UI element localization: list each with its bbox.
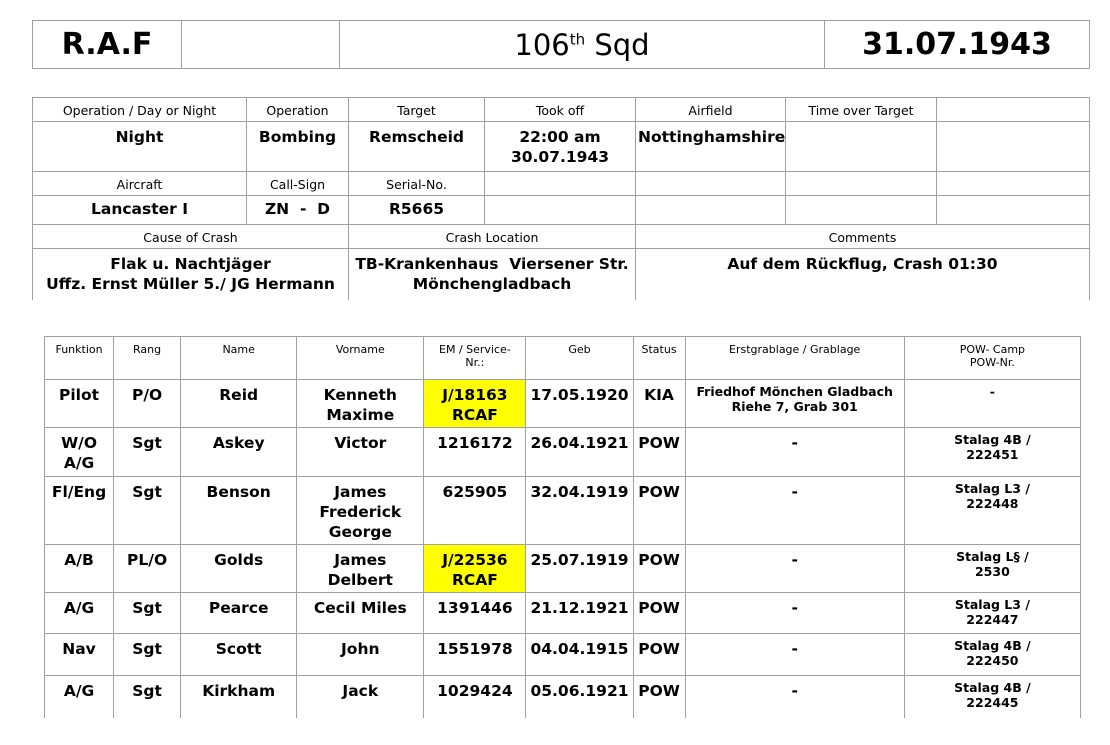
squadron-title xyxy=(340,21,825,69)
took-off-date: 30.07.1943 xyxy=(510,148,610,166)
col-pow-camp-line1: POW- Camp xyxy=(959,343,1026,356)
cell-service-nr: 1551978 xyxy=(424,634,526,676)
empty-cell xyxy=(636,172,786,196)
cell-pow-camp: Stalag 4B / 222450 xyxy=(904,634,1080,676)
cell-grablage: - xyxy=(685,477,904,545)
cell-service-nr: 1391446 xyxy=(424,593,526,634)
table-row xyxy=(45,634,1081,676)
header-blank-cell xyxy=(182,21,340,69)
cell-service-nr: 1029424 xyxy=(424,676,526,718)
cell-rang: Sgt xyxy=(114,428,181,477)
cell-name: Benson xyxy=(181,477,297,545)
cell-status: POW xyxy=(633,634,685,676)
label-call-sign: Call-Sign xyxy=(247,172,349,196)
cell-funktion: Pilot xyxy=(45,380,114,428)
value-operation: Bombing xyxy=(247,122,349,172)
squadron-suffix: Sqd xyxy=(585,27,650,62)
value-took-off xyxy=(485,122,636,172)
cell-grablage: - xyxy=(685,545,904,593)
cell-grablage: Friedhof Mönchen Gladbach Riehe 7, Grab 301 xyxy=(685,380,904,428)
table-row xyxy=(45,545,1081,593)
col-grablage: Erstgrablage / Grablage xyxy=(685,337,904,380)
table-row xyxy=(45,428,1081,477)
empty-cell xyxy=(937,196,1090,225)
cell-rang: P/O xyxy=(114,380,181,428)
mission-info-table xyxy=(32,97,1090,300)
value-cause-of-crash xyxy=(33,249,349,301)
value-call-sign: ZN - D xyxy=(247,196,349,225)
cell-service-nr: 625905 xyxy=(424,477,526,545)
cell-service-nr: J/18163 RCAF xyxy=(424,380,526,428)
label-cause-of-crash: Cause of Crash xyxy=(33,225,349,249)
table-row xyxy=(45,380,1081,428)
cell-status: POW xyxy=(633,593,685,634)
cell-vorname: Cecil Miles xyxy=(297,593,424,634)
cell-funktion: Nav xyxy=(45,634,114,676)
empty-cell xyxy=(636,196,786,225)
col-geb: Geb xyxy=(526,337,633,380)
header-date: 31.07.1943 xyxy=(825,21,1090,69)
empty-cell xyxy=(485,196,636,225)
cell-status: POW xyxy=(633,477,685,545)
cell-pow-camp: - xyxy=(904,380,1080,428)
value-extra xyxy=(937,122,1090,172)
cause-line-1: Flak u. Nachtjäger xyxy=(110,255,271,273)
col-status: Status xyxy=(633,337,685,380)
cell-pow-camp: Stalag 4B / 222451 xyxy=(904,428,1080,477)
label-comments: Comments xyxy=(636,225,1090,249)
col-rang: Rang xyxy=(114,337,181,380)
cell-name: Golds xyxy=(181,545,297,593)
label-target: Target xyxy=(349,98,485,122)
cell-funktion: Fl/Eng xyxy=(45,477,114,545)
table-row xyxy=(45,593,1081,634)
cell-funktion: W/O A/G xyxy=(45,428,114,477)
label-airfield: Airfield xyxy=(636,98,786,122)
value-airfield: Nottinghamshire xyxy=(636,122,786,172)
cell-name: Askey xyxy=(181,428,297,477)
cell-status: POW xyxy=(633,676,685,718)
cell-rang: Sgt xyxy=(114,477,181,545)
cell-rang: Sgt xyxy=(114,676,181,718)
cell-name: Pearce xyxy=(181,593,297,634)
cell-grablage: - xyxy=(685,634,904,676)
empty-cell xyxy=(786,196,937,225)
crew-rows xyxy=(45,380,1081,718)
cell-vorname: Victor xyxy=(297,428,424,477)
location-line-1: TB-Krankenhaus Viersener Str. xyxy=(355,255,629,273)
org-label: R.A.F xyxy=(33,21,182,69)
label-aircraft: Aircraft xyxy=(33,172,247,196)
value-time-over-target xyxy=(786,122,937,172)
cell-funktion: A/G xyxy=(45,593,114,634)
col-service-nr xyxy=(424,337,526,380)
took-off-time: 22:00 am xyxy=(519,128,601,146)
label-day-night: Operation / Day or Night xyxy=(33,98,247,122)
label-serial: Serial-No. xyxy=(349,172,485,196)
col-service-nr-line1: EM / Service- xyxy=(439,343,511,356)
cell-geb: 25.07.1919 xyxy=(526,545,633,593)
empty-cell xyxy=(485,172,636,196)
cell-status: POW xyxy=(633,428,685,477)
cell-pow-camp: Stalag 4B / 222445 xyxy=(904,676,1080,718)
label-operation: Operation xyxy=(247,98,349,122)
col-service-nr-line2: Nr.: xyxy=(465,356,485,369)
value-comments: Auf dem Rückflug, Crash 01:30 xyxy=(636,249,1090,301)
cell-vorname: James Frederick George xyxy=(297,477,424,545)
col-funktion: Funktion xyxy=(45,337,114,380)
cell-pow-camp: Stalag L3 / 222448 xyxy=(904,477,1080,545)
cell-vorname: Kenneth Maxime xyxy=(297,380,424,428)
value-target: Remscheid xyxy=(349,122,485,172)
cell-grablage: - xyxy=(685,676,904,718)
squadron-number: 106 xyxy=(514,27,570,62)
cell-vorname: James Delbert xyxy=(297,545,424,593)
squadron-ordinal: th xyxy=(569,29,586,48)
empty-cell xyxy=(937,172,1090,196)
cell-name: Kirkham xyxy=(181,676,297,718)
cell-geb: 32.04.1919 xyxy=(526,477,633,545)
value-aircraft: Lancaster I xyxy=(33,196,247,225)
cell-status: KIA xyxy=(633,380,685,428)
cell-geb: 21.12.1921 xyxy=(526,593,633,634)
cell-funktion: A/G xyxy=(45,676,114,718)
cell-vorname: John xyxy=(297,634,424,676)
cell-name: Scott xyxy=(181,634,297,676)
cell-rang: Sgt xyxy=(114,593,181,634)
cell-service-nr: J/22536 RCAF xyxy=(424,545,526,593)
value-serial: R5665 xyxy=(349,196,485,225)
cell-grablage: - xyxy=(685,593,904,634)
label-took-off: Took off xyxy=(485,98,636,122)
cause-line-2: Uffz. Ernst Müller 5./ JG Hermann xyxy=(46,275,335,293)
cell-service-nr: 1216172 xyxy=(424,428,526,477)
cell-status: POW xyxy=(633,545,685,593)
crew-table xyxy=(44,336,1081,718)
col-pow-camp xyxy=(904,337,1080,380)
cell-geb: 17.05.1920 xyxy=(526,380,633,428)
empty-cell xyxy=(786,172,937,196)
cell-pow-camp: Stalag L§ / 2530 xyxy=(904,545,1080,593)
label-extra xyxy=(937,98,1090,122)
location-line-2: Mönchengladbach xyxy=(412,275,572,293)
cell-pow-camp: Stalag L3 / 222447 xyxy=(904,593,1080,634)
cell-geb: 05.06.1921 xyxy=(526,676,633,718)
col-pow-camp-line2: POW-Nr. xyxy=(969,356,1015,369)
value-day-night: Night xyxy=(33,122,247,172)
cell-name: Reid xyxy=(181,380,297,428)
cell-geb: 26.04.1921 xyxy=(526,428,633,477)
col-vorname: Vorname xyxy=(297,337,424,380)
label-crash-location: Crash Location xyxy=(349,225,636,249)
cell-funktion: A/B xyxy=(45,545,114,593)
cell-rang: Sgt xyxy=(114,634,181,676)
cell-geb: 04.04.1915 xyxy=(526,634,633,676)
cell-grablage: - xyxy=(685,428,904,477)
col-name: Name xyxy=(181,337,297,380)
cell-rang: PL/O xyxy=(114,545,181,593)
label-time-over-target: Time over Target xyxy=(786,98,937,122)
table-row xyxy=(45,676,1081,718)
table-row xyxy=(45,477,1081,545)
header-table xyxy=(32,20,1090,69)
value-crash-location xyxy=(349,249,636,301)
cell-vorname: Jack xyxy=(297,676,424,718)
